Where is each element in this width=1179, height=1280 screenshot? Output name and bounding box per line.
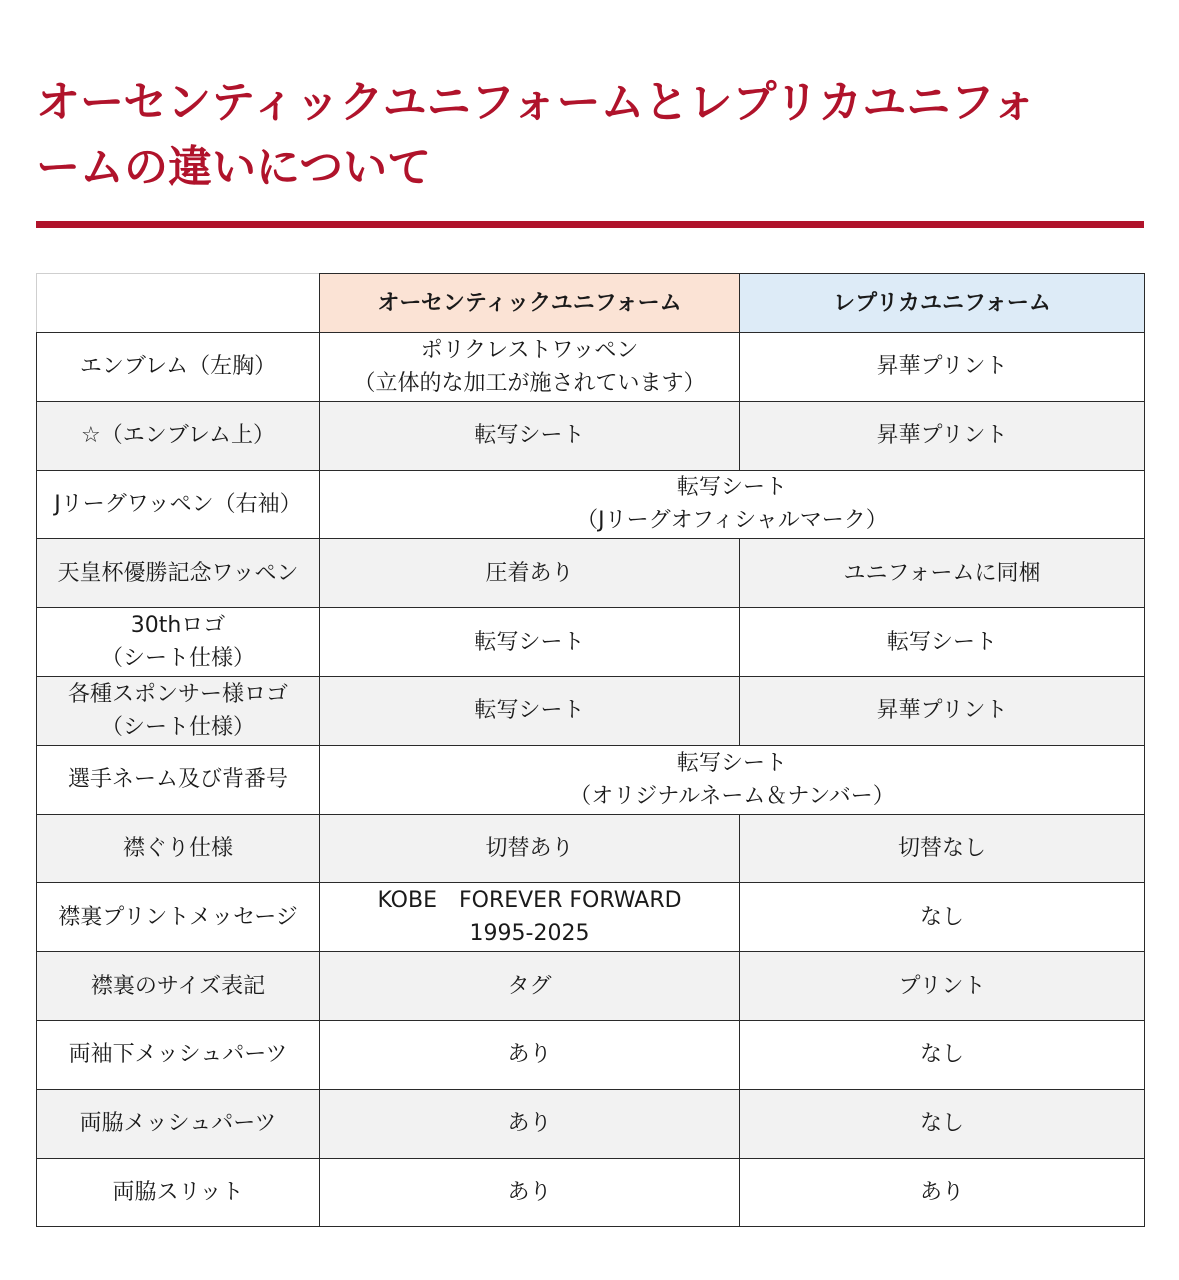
- row-label-cell-text: 天皇杯優勝記念ワッペン: [57, 560, 299, 586]
- row-label-cell: [37, 676, 320, 745]
- replica-value-cell-text: ユニフォームに同梱: [843, 560, 1041, 586]
- table-row: [37, 745, 1145, 814]
- row-label-cell-text: （シート仕様）: [100, 646, 255, 672]
- authentic-value-cell: [320, 814, 740, 883]
- header-replica: レプリカユニフォーム: [740, 274, 1145, 333]
- authentic-value-cell: [320, 1158, 740, 1227]
- row-label-cell: [37, 1020, 320, 1089]
- row-label-cell-text: 選手ネーム及び背番号: [67, 767, 288, 793]
- authentic-value-cell-text: 転写シート: [474, 629, 585, 655]
- authentic-value-cell-text: タグ: [507, 973, 552, 999]
- replica-value-cell: [740, 1020, 1145, 1089]
- authentic-value-cell: [320, 401, 740, 470]
- row-label-cell-text: 両脇スリット: [112, 1179, 244, 1205]
- merged-value-cell-text: （Jリーグオフィシャルマーク）: [576, 508, 888, 534]
- replica-value-cell-text: 昇華プリント: [876, 423, 1008, 449]
- row-label-cell: [37, 1089, 320, 1158]
- table-row: [37, 1158, 1145, 1227]
- row-label-cell-text: 両袖下メッシュパーツ: [68, 1042, 288, 1068]
- replica-value-cell-text: 切替なし: [897, 835, 986, 861]
- replica-value-cell: [740, 1089, 1145, 1158]
- authentic-value-cell-text: 切替あり: [485, 835, 574, 861]
- table-row: [37, 1089, 1145, 1158]
- row-label-cell: [37, 883, 320, 952]
- authentic-value-cell: [320, 608, 740, 677]
- row-label-cell: [37, 608, 320, 677]
- table-row: [37, 539, 1145, 608]
- authentic-value-cell: [320, 1089, 740, 1158]
- merged-value-cell: [320, 745, 1145, 814]
- row-label-cell: [37, 401, 320, 470]
- page-title-line-2: ームの違いについて: [36, 142, 432, 193]
- header-empty-cell: [37, 274, 320, 333]
- replica-value-cell-text: 昇華プリント: [876, 698, 1008, 724]
- merged-value-cell: [320, 470, 1145, 539]
- page-title: [36, 70, 1136, 200]
- table-row: [37, 676, 1145, 745]
- merged-value-cell-text: 転写シート: [676, 475, 787, 501]
- row-label-cell: [37, 1158, 320, 1227]
- merged-value-cell-text: （オリジナルネーム＆ナンバー）: [569, 783, 895, 809]
- authentic-value-cell-text: 圧着あり: [485, 560, 574, 586]
- row-label-cell: [37, 952, 320, 1021]
- replica-value-cell-text: あり: [919, 1179, 964, 1205]
- table-body: [37, 333, 1145, 1227]
- replica-value-cell-text: 転写シート: [886, 629, 997, 655]
- table-row: [37, 952, 1145, 1021]
- authentic-value-cell-text: （立体的な加工が施されています）: [353, 370, 706, 396]
- comparison-table: [36, 273, 1145, 1227]
- row-label-cell: [37, 470, 320, 539]
- row-label-cell-text: Jリーグワッペン（右袖）: [54, 491, 302, 517]
- authentic-value-cell: [320, 883, 740, 952]
- replica-value-cell-text: なし: [919, 1042, 964, 1068]
- row-label-cell-text: 襟ぐり仕様: [122, 835, 233, 861]
- authentic-value-cell-text: 1995-2025: [469, 921, 590, 947]
- authentic-value-cell-text: ポリクレストワッペン: [420, 337, 639, 363]
- table-row: [37, 470, 1145, 539]
- merged-value-cell-text: 転写シート: [676, 750, 787, 776]
- authentic-value-cell: [320, 676, 740, 745]
- authentic-value-cell-text: 転写シート: [474, 423, 585, 449]
- replica-value-cell: [740, 814, 1145, 883]
- row-label-cell-text: ☆（エンブレム上）: [81, 423, 275, 449]
- authentic-value-cell-text: KOBE FOREVER FORWARD: [377, 888, 682, 914]
- row-label-cell-text: 各種スポンサー様ロゴ: [67, 681, 288, 707]
- table-header-row: [37, 274, 1145, 333]
- row-label-cell-text: （シート仕様）: [100, 714, 255, 740]
- authentic-value-cell: [320, 952, 740, 1021]
- replica-value-cell: [740, 539, 1145, 608]
- table-row: [37, 401, 1145, 470]
- row-label-cell-text: 両脇メッシュパーツ: [79, 1111, 277, 1137]
- row-label-cell-text: 襟裏プリントメッセージ: [58, 904, 298, 930]
- authentic-value-cell-text: あり: [507, 1111, 552, 1137]
- table-row: [37, 1020, 1145, 1089]
- row-label-cell: [37, 745, 320, 814]
- replica-value-cell-text: プリント: [898, 973, 986, 999]
- row-label-cell: [37, 539, 320, 608]
- replica-value-cell: [740, 401, 1145, 470]
- replica-value-cell: [740, 883, 1145, 952]
- table-row: [37, 333, 1145, 402]
- authentic-value-cell-text: あり: [507, 1042, 552, 1068]
- row-label-cell-text: エンブレム（左胸）: [79, 354, 277, 380]
- replica-value-cell: [740, 608, 1145, 677]
- replica-value-cell-text: 昇華プリント: [876, 354, 1008, 380]
- authentic-value-cell: [320, 539, 740, 608]
- header-authentic: オーセンティックユニフォーム: [320, 274, 740, 333]
- row-label-cell: [37, 333, 320, 402]
- authentic-value-cell: [320, 333, 740, 402]
- replica-value-cell: [740, 1158, 1145, 1227]
- replica-value-cell: [740, 333, 1145, 402]
- table-row: [37, 608, 1145, 677]
- replica-value-cell-text: なし: [919, 1111, 964, 1137]
- table-row: [37, 814, 1145, 883]
- authentic-value-cell: [320, 1020, 740, 1089]
- replica-value-cell: [740, 676, 1145, 745]
- row-label-cell-text: 襟裏のサイズ表記: [90, 973, 266, 999]
- page-title-line-1: オーセンティックユニフォームとレプリカユニフォ: [36, 77, 1037, 128]
- table-row: [37, 883, 1145, 952]
- authentic-value-cell-text: 転写シート: [474, 698, 585, 724]
- title-underline: [36, 221, 1144, 228]
- replica-value-cell: [740, 952, 1145, 1021]
- row-label-cell: [37, 814, 320, 883]
- row-label-cell-text: 30thロゴ: [130, 613, 226, 639]
- replica-value-cell-text: なし: [919, 904, 964, 930]
- authentic-value-cell-text: あり: [507, 1179, 552, 1205]
